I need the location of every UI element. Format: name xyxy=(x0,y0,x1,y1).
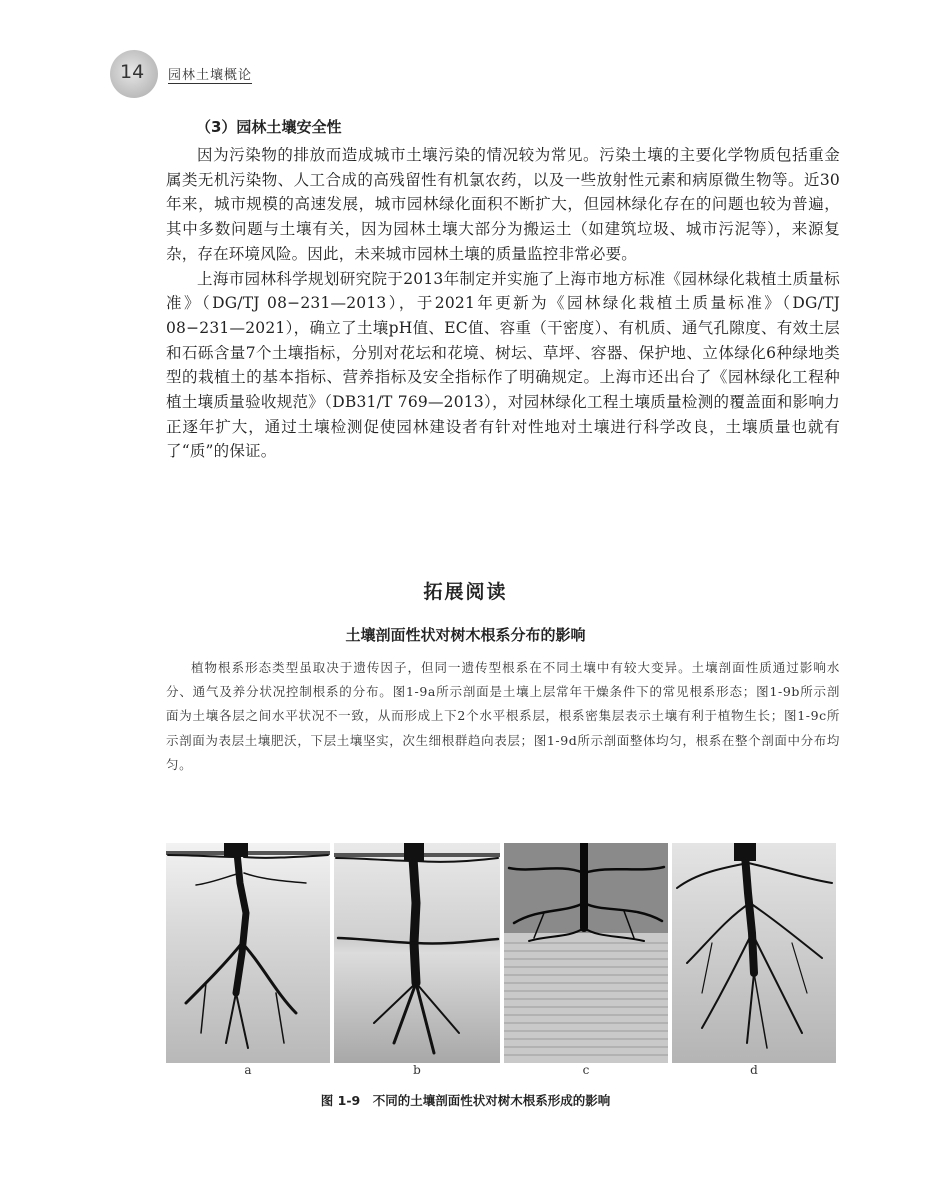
panel-label-b: b xyxy=(413,1063,421,1077)
figure-panel-c xyxy=(504,843,668,1063)
paragraph-1: 因为污染物的排放而造成城市土壤污染的情况较为常见。污染土壤的主要化学物质包括重金属类无机污染物、人工合成的高残留性有机氯农药，以及一些放射性元素和病原微生物等。近30年来，城市规模的高速发展，城市园林绿化面积不断扩大，但园林绿化存在的问题也较为普遍，其中多数问题与土壤有关，因为园林土壤大部分为搬运土（如建筑垃圾、城市污泥等），来源复杂，存在环境风险。因此，未来城市园林土壤的质量监控非常必要。 xyxy=(166,146,840,263)
section-heading: （3）园林土壤安全性 xyxy=(196,118,342,136)
extended-reading-body: 植物根系形态类型虽取决于遗传因子，但同一遗传型根系在不同土壤中有较大变异。土壤剖面性质通过影响水分、通气及养分状况控制根系的分布。图1-9a所示剖面是土壤上层常年干燥条件下的常见根系形态；图1-9b所示剖面为土壤各层之间水平状况不一致，从而形成上下2个水平根系层，根系密集层表示土壤有利于植物生长；图1-9c所示剖面为表层土壤肥沃，下层土壤坚实，次生细根群趋向表层；图1-9d所示剖面整体均匀，根系在整个剖面中分布均匀。 xyxy=(166,660,840,772)
root-illustration-c xyxy=(504,843,668,1063)
running-title: 园林土壤概论 xyxy=(168,68,253,83)
page-number: 14 xyxy=(120,61,145,83)
root-profile-figure xyxy=(166,843,836,1063)
figure-panel-b xyxy=(334,843,500,1063)
root-illustration-b xyxy=(334,843,500,1063)
root-illustration-a xyxy=(166,843,330,1063)
panel-label-a: a xyxy=(244,1063,252,1077)
figure-panel-d xyxy=(672,843,836,1063)
paragraph-2: 上海市园林科学规划研究院于2013年制定并实施了上海市地方标准《园林绿化栽植土质量标准》（DG/TJ 08−231—2013），于2021年更新为《园林绿化栽植土质量标准》（DG/TJ 08−231—2021），确立了土壤pH值、EC值、容重（干密度）、有机质、通气孔隙度、有效土层和石砾含量7个土壤指标，分别对花坛和花境、树坛、草坪、容器、保护地、立体绿化6种绿地类型的栽植土的基本指标、营养指标及安全指标作了明确规定。上海市还出台了《园林绿化工程种植土壤质量验收规范》（DB31/T 769—2013），对园林绿化工程土壤质量检测的覆盖面和影响力正逐年扩大，通过土壤检测促使园林建设者有针对性地对土壤进行科学改良，土壤质量也就有了“质”的保证。 xyxy=(166,269,840,461)
page-header xyxy=(110,50,830,98)
figure-panel-labels xyxy=(166,1063,836,1079)
figure-caption: 图 1-9 不同的土壤剖面性状对树木根系形成的影响 xyxy=(320,1093,611,1108)
figure-panel-a xyxy=(166,843,330,1063)
root-illustration-d xyxy=(672,843,836,1063)
extended-reading-heading: 拓展阅读 xyxy=(423,581,508,603)
main-text xyxy=(166,116,840,464)
extended-reading-title: 土壤剖面性状对树木根系分布的影响 xyxy=(345,626,586,644)
panel-label-d: d xyxy=(750,1063,758,1077)
panel-label-c: c xyxy=(582,1063,590,1077)
